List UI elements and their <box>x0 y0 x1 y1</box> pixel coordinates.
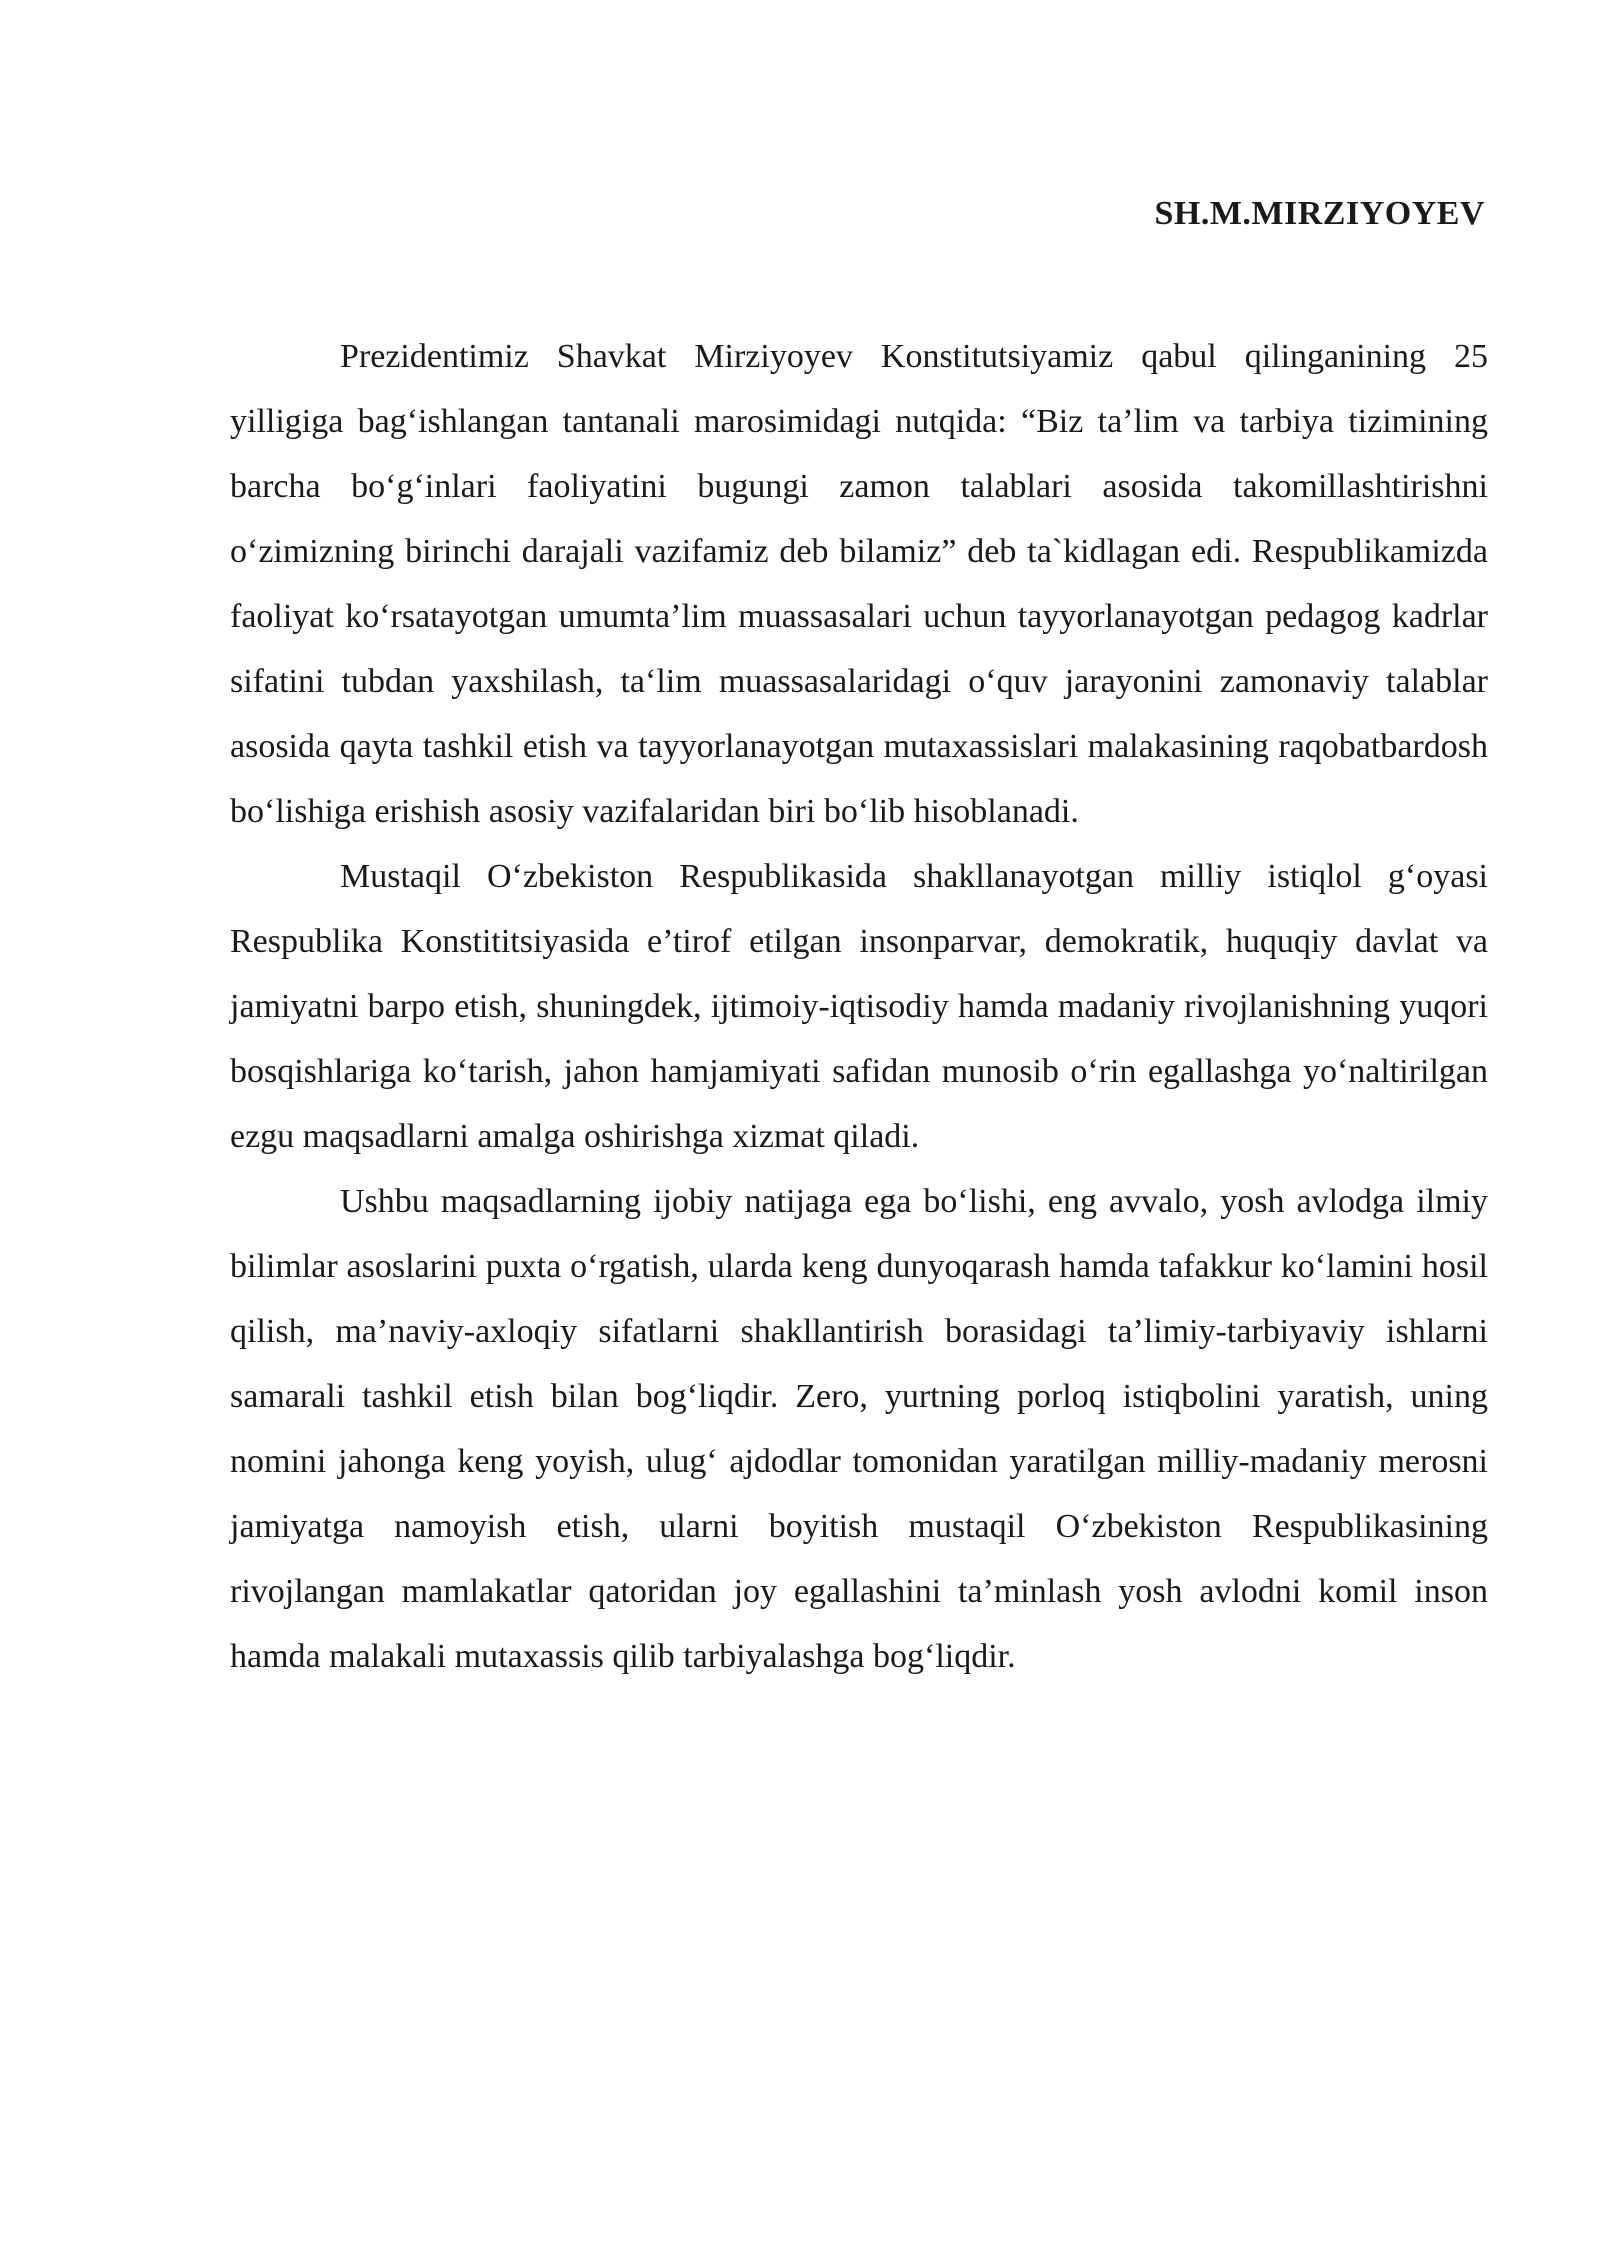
author-heading: SH.M.MIRZIYOYEV <box>1154 195 1485 232</box>
body-text <box>230 324 1488 1689</box>
paragraph-1: Prezidentimiz Shavkat Mirziyoyev Konstitutsiyamiz qabul qilinganining 25 yilligiga bag‘ishlangan tantanali marosimidagi nutqida: “Biz ta’lim va tarbiya tizimining barcha bo‘g‘inlari faoliyatini bugungi zamon talablari asosida takomillashtirishni o‘zimizning birinchi darajali vazifamiz deb bilamiz” deb ta`kidlagan edi. Respublikamizda faoliyat ko‘rsatayotgan umumta’lim muassasalari uchun tayyorlanayotgan pedagog kadrlar sifatini tubdan yaxshilash, ta‘lim muassasalaridagi o‘quv jarayonini zamonaviy talablar asosida qayta tashkil etish va tayyorlanayotgan mutaxassislari malakasining raqobatbardosh bo‘lishiga erishish asosiy vazifalaridan biri bo‘lib hisoblanadi. <box>230 338 1488 830</box>
paragraph-2: Mustaqil O‘zbekiston Respublikasida shakllanayotgan milliy istiqlol g‘oyasi Respublika Konstititsiyasida e’tirof etilgan insonparvar, demokratik, huquqiy davlat va jamiyatni barpo etish, shuningdek, ijtimoiy-iqtisodiy hamda madaniy rivojlanishning yuqori bosqishlariga ko‘tarish, jahon hamjamiyati safidan munosib o‘rin egallashga yo‘naltirilgan ezgu maqsadlarni amalga oshirishga xizmat qiladi. <box>230 858 1488 1155</box>
paragraph-3: Ushbu maqsadlarning ijobiy natijaga ega bo‘lishi, eng avvalo, yosh avlodga ilmiy bilimlar asoslarini puxta o‘rgatish, ularda keng dunyoqarash hamda tafakkur ko‘lamini hosil qilish, ma’naviy-axloqiy sifatlarni shakllantirish borasidagi ta’limiy-tarbiyaviy ishlarni samarali tashkil etish bilan bog‘liqdir. Zero, yurtning porloq istiqbolini yaratish, uning nomini jahonga keng yoyish, ulug‘ ajdodlar tomonidan yaratilgan milliy-madaniy merosni jamiyatga namoyish etish, ularni boyitish mustaqil O‘zbekiston Respublikasining rivojlangan mamlakatlar qatoridan joy egallashini ta’minlash yosh avlodni komil inson hamda malakali mutaxassis qilib tarbiyalashga bog‘liqdir. <box>230 1183 1488 1675</box>
